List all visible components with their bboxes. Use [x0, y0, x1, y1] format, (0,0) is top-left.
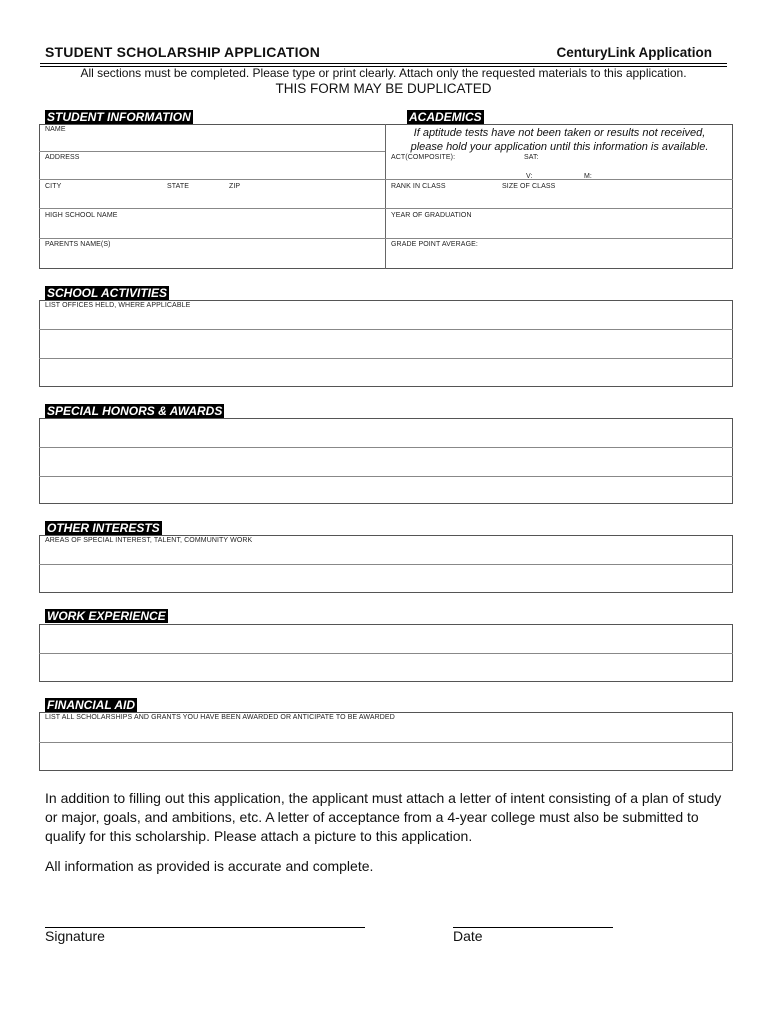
instructions: All sections must be completed. Please type or print clearly. Attach only the requested materials to this application.: [80, 66, 687, 80]
financial-aid-heading: FINANCIAL AID: [47, 698, 135, 712]
financial-line-2[interactable]: [40, 743, 732, 770]
academics-note-line: If aptitude tests have not been taken or results not received,: [413, 127, 706, 139]
financial-aid-hint: LIST ALL SCHOLARSHIPS AND GRANTS YOU HAVE BEEN AWARDED OR ANTICIPATE TO BE AWARDED: [45, 714, 395, 721]
class-size-label: SIZE OF CLASS: [502, 183, 556, 190]
name-label: NAME: [45, 126, 66, 133]
academics-note: [386, 126, 733, 154]
academics-heading: ACADEMICS: [409, 110, 482, 124]
form-title: STUDENT SCHOLARSHIP APPLICATION: [45, 44, 321, 60]
financial-line-1[interactable]: [40, 723, 732, 742]
divider: [39, 151, 385, 152]
city-state-zip-field[interactable]: [40, 192, 384, 208]
student-information-heading: STUDENT INFORMATION: [47, 110, 191, 124]
divider: [39, 238, 733, 239]
honors-line-2[interactable]: [40, 448, 732, 476]
honors-heading: SPECIAL HONORS & AWARDS: [47, 404, 223, 418]
work-line-1[interactable]: [40, 625, 732, 653]
date-label: Date: [453, 928, 483, 944]
address-label: ADDRESS: [45, 154, 80, 161]
work-experience-heading: WORK EXPERIENCE: [47, 609, 166, 623]
application-label: CenturyLink Application: [556, 45, 712, 60]
honors-line-3[interactable]: [40, 477, 732, 503]
graduation-year-field[interactable]: [386, 221, 732, 237]
address-field[interactable]: [40, 163, 384, 179]
zip-label: ZIP: [229, 183, 241, 190]
rank-label: RANK IN CLASS: [391, 183, 446, 190]
interests-line-2[interactable]: [40, 565, 732, 592]
header-rule: [40, 63, 727, 64]
act-label: ACT(COMPOSITE):: [391, 154, 456, 161]
duplicated-notice: THIS FORM MAY BE DUPLICATED: [275, 81, 492, 96]
sat-verbal-label: V:: [526, 173, 533, 180]
work-line-2[interactable]: [40, 654, 732, 681]
interests-line-1[interactable]: [40, 546, 732, 564]
parents-label: PARENTS NAME(S): [45, 241, 111, 248]
divider: [39, 208, 733, 209]
parents-field[interactable]: [40, 250, 384, 268]
other-interests-heading: OTHER INTERESTS: [47, 521, 160, 535]
rank-field[interactable]: [386, 192, 732, 208]
signature-label: Signature: [45, 928, 105, 944]
sat-math-label: M:: [584, 173, 592, 180]
gpa-field[interactable]: [386, 250, 732, 268]
graduation-year-label: YEAR OF GRADUATION: [391, 212, 472, 219]
name-field[interactable]: [40, 135, 384, 151]
high-school-label: HIGH SCHOOL NAME: [45, 212, 118, 219]
other-interests-hint: AREAS OF SPECIAL INTEREST, TALENT, COMMUNITY WORK: [45, 537, 253, 544]
school-activities-hint: LIST OFFICES HELD, WHERE APPLICABLE: [45, 302, 191, 309]
attachment-instructions: In addition to filling out this application, the applicant must attach a letter of intent consisting of a plan of study or major, goals, and ambitions, etc. A letter of acceptance from a 4-year college must also be submitted to qualify for this scholarship. Please attach a picture to this application.: [45, 790, 722, 844]
honors-line-1[interactable]: [40, 419, 732, 447]
divider: [39, 179, 733, 180]
gpa-label: GRADE POINT AVERAGE:: [391, 241, 478, 248]
activities-line-2[interactable]: [40, 330, 732, 358]
certification-statement: All information as provided is accurate and complete.: [45, 858, 374, 874]
school-activities-heading: SCHOOL ACTIVITIES: [47, 286, 168, 300]
activities-line-1[interactable]: [40, 311, 732, 329]
high-school-field[interactable]: [40, 221, 384, 237]
sat-label: SAT:: [524, 154, 539, 161]
academics-note-line: please hold your application until this information is available.: [410, 141, 709, 153]
state-label: STATE: [167, 183, 190, 190]
activities-line-3[interactable]: [40, 359, 732, 386]
city-label: CITY: [45, 183, 62, 190]
